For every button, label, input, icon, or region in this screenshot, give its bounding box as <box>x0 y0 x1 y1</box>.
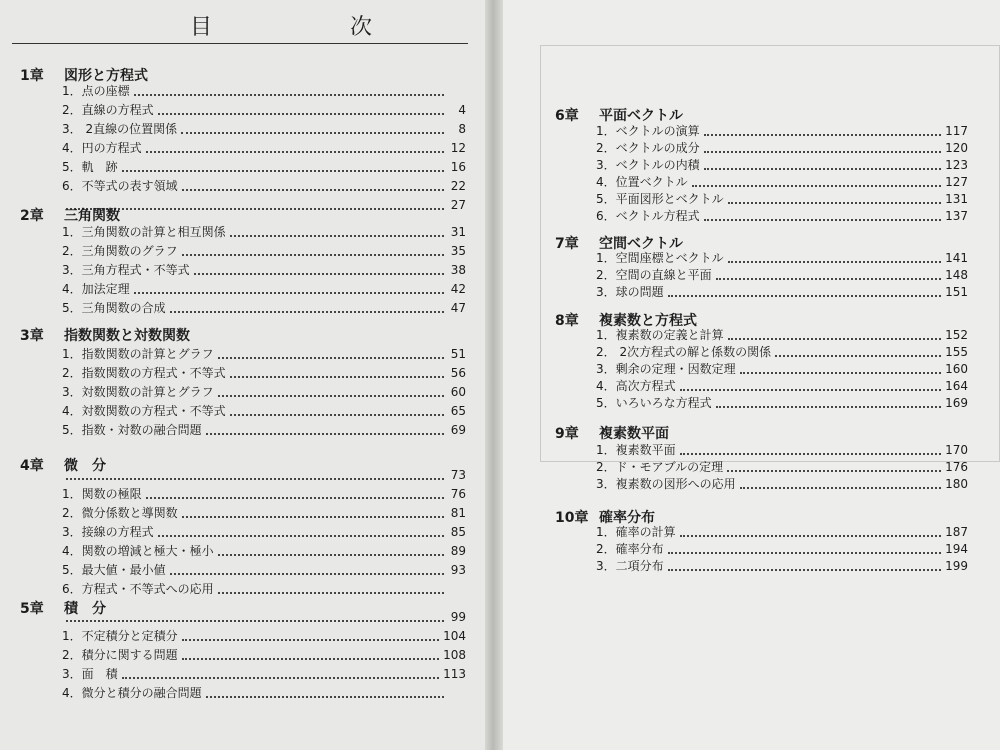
toc-entry <box>62 543 466 560</box>
toc-entry <box>62 102 466 119</box>
entry-label: 3．面 積 <box>62 667 118 681</box>
dot-leader <box>181 132 444 134</box>
entry-label: 1．確率の計算 <box>596 525 676 539</box>
entry-page-number: 73 <box>450 468 466 482</box>
toc-entry <box>62 486 466 503</box>
entry-label: 3．三角方程式・不等式 <box>62 263 190 277</box>
chapter-number: 5章 <box>20 601 44 617</box>
toc-entry <box>62 647 466 664</box>
entry-label: 5．いろいろな方程式 <box>596 396 712 410</box>
dot-leader <box>182 516 444 518</box>
entry-label: 2．指数関数の方程式・不等式 <box>62 366 226 380</box>
chapter-title: 図形と方程式 <box>64 68 148 84</box>
chapter-number: 2章 <box>20 208 44 224</box>
entry-page-number: 152 <box>945 328 968 342</box>
dot-leader <box>668 569 941 571</box>
entry-page-number: 85 <box>450 525 466 539</box>
toc-entry <box>62 300 466 317</box>
chapter-title: 空間ベクトル <box>599 236 683 252</box>
chapter-number: 6章 <box>555 108 579 124</box>
entry-page-number: 89 <box>450 544 466 558</box>
entry-page-number: 151 <box>945 285 968 299</box>
dot-leader <box>206 696 444 698</box>
dot-leader <box>66 208 444 210</box>
dot-leader <box>680 389 941 391</box>
toc-entry <box>62 365 466 382</box>
entry-label: 2．微分係数と導関数 <box>62 506 178 520</box>
entry-label: 6．不等式の表す領域 <box>62 179 178 193</box>
toc-entry <box>596 476 968 493</box>
toc-entry <box>596 524 968 541</box>
toc-entry <box>62 262 466 279</box>
chapter-number: 8章 <box>555 313 579 329</box>
entry-page-number: 38 <box>450 263 466 277</box>
entry-label: 3．二項分布 <box>596 559 664 573</box>
toc-entry <box>62 159 466 176</box>
toc-entry <box>62 422 466 439</box>
toc-entry <box>596 157 968 174</box>
dot-leader <box>728 338 941 340</box>
entry-label: 3．複素数の図形への応用 <box>596 477 736 491</box>
toc-entry <box>62 666 466 683</box>
entry-label: 5．軌 跡 <box>62 160 118 174</box>
entry-label: 2．ド・モアブルの定理 <box>596 460 724 474</box>
toc-entry <box>62 346 466 363</box>
dot-leader <box>146 151 444 153</box>
entry-label: 2．直線の方程式 <box>62 103 154 117</box>
dot-leader <box>668 552 941 554</box>
entry-page-number: 31 <box>450 225 466 239</box>
title-rule <box>12 43 468 44</box>
entry-label: 1．三角関数の計算と相互関係 <box>62 225 226 239</box>
toc-title-text: 目 次 <box>190 15 431 40</box>
dot-leader <box>182 658 439 660</box>
toc-entry <box>62 384 466 401</box>
dot-leader <box>740 487 941 489</box>
entry-page-number: 4 <box>458 103 466 117</box>
toc-title <box>0 6 492 46</box>
toc-entry <box>62 140 466 157</box>
entry-page-number: 120 <box>945 141 968 155</box>
toc-entry <box>62 281 466 298</box>
dot-leader <box>668 295 941 297</box>
toc-entry <box>596 191 968 208</box>
toc-entry <box>596 284 968 301</box>
entry-label: 6．方程式・不等式への応用 <box>62 582 214 596</box>
toc-entry <box>62 685 466 702</box>
toc-entry <box>596 174 968 191</box>
dot-leader <box>230 235 444 237</box>
toc-entry <box>62 562 466 579</box>
chapter-title: 平面ベクトル <box>599 108 683 124</box>
entry-label: 1．不定積分と定積分 <box>62 629 178 643</box>
dot-leader <box>134 94 444 96</box>
entry-page-number: 51 <box>450 347 466 361</box>
toc-entry <box>596 378 968 395</box>
dot-leader <box>158 113 444 115</box>
entry-label: 5．最大値・最小値 <box>62 563 166 577</box>
entry-label: 2．確率分布 <box>596 542 664 556</box>
entry-page-number: 141 <box>945 251 968 265</box>
dot-leader <box>146 497 444 499</box>
entry-label: 3．剰余の定理・因数定理 <box>596 362 736 376</box>
entry-label: 1．複素数の定義と計算 <box>596 328 724 342</box>
dot-leader <box>680 453 941 455</box>
entry-page-number: 108 <box>443 648 466 662</box>
entry-label: 4．微分と積分の融合問題 <box>62 686 202 700</box>
toc-entry <box>62 403 466 420</box>
entry-label: 3．ベクトルの内積 <box>596 158 700 172</box>
entry-label: 5．三角関数の合成 <box>62 301 166 315</box>
entry-label: 3．対数関数の計算とグラフ <box>62 385 214 399</box>
dot-leader <box>728 202 941 204</box>
entry-page-number: 148 <box>945 268 968 282</box>
dot-leader <box>218 592 444 594</box>
chapter-heading <box>20 325 190 345</box>
entry-page-number: 169 <box>945 396 968 410</box>
entry-label: 6．ベクトル方程式 <box>596 209 700 223</box>
entry-label: 4．加法定理 <box>62 282 130 296</box>
dot-leader <box>66 620 444 622</box>
toc-entry <box>596 395 968 412</box>
entry-page-number: 69 <box>450 423 466 437</box>
toc-entry <box>62 243 466 260</box>
toc-entry <box>596 459 968 476</box>
dot-leader <box>704 168 941 170</box>
toc-entry <box>596 267 968 284</box>
dot-leader <box>218 357 444 359</box>
dot-leader <box>206 433 444 435</box>
chapter-heading <box>555 423 669 443</box>
entry-label: 2．三角関数のグラフ <box>62 244 178 258</box>
entry-page-number: 27 <box>450 198 466 212</box>
entry-page-number: 170 <box>945 443 968 457</box>
entry-page-number: 12 <box>450 141 466 155</box>
chapter-heading <box>20 205 120 225</box>
entry-page-number: 99 <box>450 610 466 624</box>
dot-leader <box>680 535 941 537</box>
dot-leader <box>218 554 444 556</box>
chapter-title: 確率分布 <box>599 510 655 526</box>
dot-leader <box>134 292 444 294</box>
entry-label: 4．高次方程式 <box>596 379 676 393</box>
entry-page-number: 117 <box>945 124 968 138</box>
entry-label: 3． 2直線の位置関係 <box>62 122 178 136</box>
toc-entry <box>62 83 466 100</box>
dot-leader <box>716 278 941 280</box>
book-gutter <box>485 0 503 750</box>
entry-page-number: 127 <box>945 175 968 189</box>
chapter-number: 3章 <box>20 328 44 344</box>
dot-leader <box>194 273 444 275</box>
toc-entry <box>62 524 466 541</box>
dot-leader <box>182 189 444 191</box>
chapter-title: 複素数と方程式 <box>599 313 697 329</box>
entry-page-number: 22 <box>450 179 466 193</box>
entry-page-number: 60 <box>450 385 466 399</box>
entry-page-number: 65 <box>450 404 466 418</box>
toc-entry <box>596 558 968 575</box>
entry-label: 2．ベクトルの成分 <box>596 141 700 155</box>
entry-page-number: 35 <box>450 244 466 258</box>
toc-entry <box>62 467 466 484</box>
entry-label: 4．円の方程式 <box>62 141 142 155</box>
entry-page-number: 113 <box>443 667 466 681</box>
entry-page-number: 16 <box>450 160 466 174</box>
entry-label: 2． 2次方程式の解と係数の関係 <box>596 345 772 359</box>
dot-leader <box>230 414 444 416</box>
entry-page-number: 104 <box>443 629 466 643</box>
toc-entry <box>62 609 466 626</box>
toc-entry <box>62 121 466 138</box>
entry-page-number: 81 <box>450 506 466 520</box>
toc-entry <box>596 140 968 157</box>
chapter-title: 指数関数と対数関数 <box>64 328 190 344</box>
entry-page-number: 180 <box>945 477 968 491</box>
entry-page-number: 176 <box>945 460 968 474</box>
chapter-title: 微 分 <box>64 458 106 474</box>
chapter-heading <box>20 65 148 85</box>
toc-entry <box>62 505 466 522</box>
toc-entry <box>596 123 968 140</box>
entry-label: 4．対数関数の方程式・不等式 <box>62 404 226 418</box>
dot-leader <box>704 134 941 136</box>
dot-leader <box>727 470 941 472</box>
dot-leader <box>716 406 941 408</box>
entry-page-number: 199 <box>945 559 968 573</box>
dot-leader <box>775 355 941 357</box>
toc-entry <box>62 628 466 645</box>
entry-page-number: 155 <box>945 345 968 359</box>
chapter-number: 4章 <box>20 458 44 474</box>
toc-entry <box>596 250 968 267</box>
entry-page-number: 137 <box>945 209 968 223</box>
entry-label: 5．平面図形とベクトル <box>596 192 724 206</box>
entry-page-number: 76 <box>450 487 466 501</box>
dot-leader <box>704 219 941 221</box>
entry-page-number: 164 <box>945 379 968 393</box>
chapter-title: 積 分 <box>64 601 106 617</box>
toc-entry <box>62 581 466 598</box>
toc-entry <box>596 208 968 225</box>
dot-leader <box>704 151 941 153</box>
dot-leader <box>182 639 439 641</box>
chapter-number: 1章 <box>20 68 44 84</box>
entry-page-number: 56 <box>450 366 466 380</box>
dot-leader <box>182 254 444 256</box>
entry-label: 4．位置ベクトル <box>596 175 688 189</box>
chapter-number: 9章 <box>555 426 579 442</box>
entry-page-number: 160 <box>945 362 968 376</box>
entry-label: 2．空間の直線と平面 <box>596 268 712 282</box>
dot-leader <box>170 311 444 313</box>
entry-label: 1．指数関数の計算とグラフ <box>62 347 214 361</box>
chapter-number: 7章 <box>555 236 579 252</box>
entry-label: 4．関数の増減と極大・極小 <box>62 544 214 558</box>
entry-page-number: 187 <box>945 525 968 539</box>
entry-label: 2．積分に関する問題 <box>62 648 178 662</box>
dot-leader <box>122 677 439 679</box>
toc-entry <box>596 361 968 378</box>
toc-entry <box>596 442 968 459</box>
dot-leader <box>66 478 444 480</box>
entry-page-number: 47 <box>450 301 466 315</box>
chapter-heading <box>555 105 683 125</box>
entry-page-number: 131 <box>945 192 968 206</box>
toc-entry <box>596 327 968 344</box>
entry-label: 1．点の座標 <box>62 84 130 98</box>
entry-label: 1．複素数平面 <box>596 443 676 457</box>
chapter-title: 複素数平面 <box>599 426 669 442</box>
toc-entry <box>62 197 466 214</box>
entry-label: 1．空間座標とベクトル <box>596 251 724 265</box>
entry-page-number: 42 <box>450 282 466 296</box>
dot-leader <box>122 170 444 172</box>
dot-leader <box>218 395 444 397</box>
entry-label: 5．指数・対数の融合問題 <box>62 423 202 437</box>
entry-page-number: 123 <box>945 158 968 172</box>
dot-leader <box>740 372 941 374</box>
toc-entry <box>62 224 466 241</box>
dot-leader <box>692 185 941 187</box>
chapter-number: 10章 <box>555 510 589 526</box>
entry-page-number: 8 <box>458 122 466 136</box>
entry-label: 3．球の問題 <box>596 285 664 299</box>
entry-page-number: 93 <box>450 563 466 577</box>
toc-entry <box>62 178 466 195</box>
toc-entry <box>596 541 968 558</box>
entry-label: 1．関数の極限 <box>62 487 142 501</box>
dot-leader <box>230 376 444 378</box>
toc-entry <box>596 344 968 361</box>
entry-label: 1．ベクトルの演算 <box>596 124 700 138</box>
dot-leader <box>158 535 444 537</box>
chapter-title: 三角関数 <box>64 208 120 224</box>
dot-leader <box>170 573 444 575</box>
entry-page-number: 194 <box>945 542 968 556</box>
entry-label: 3．接線の方程式 <box>62 525 154 539</box>
dot-leader <box>728 261 941 263</box>
